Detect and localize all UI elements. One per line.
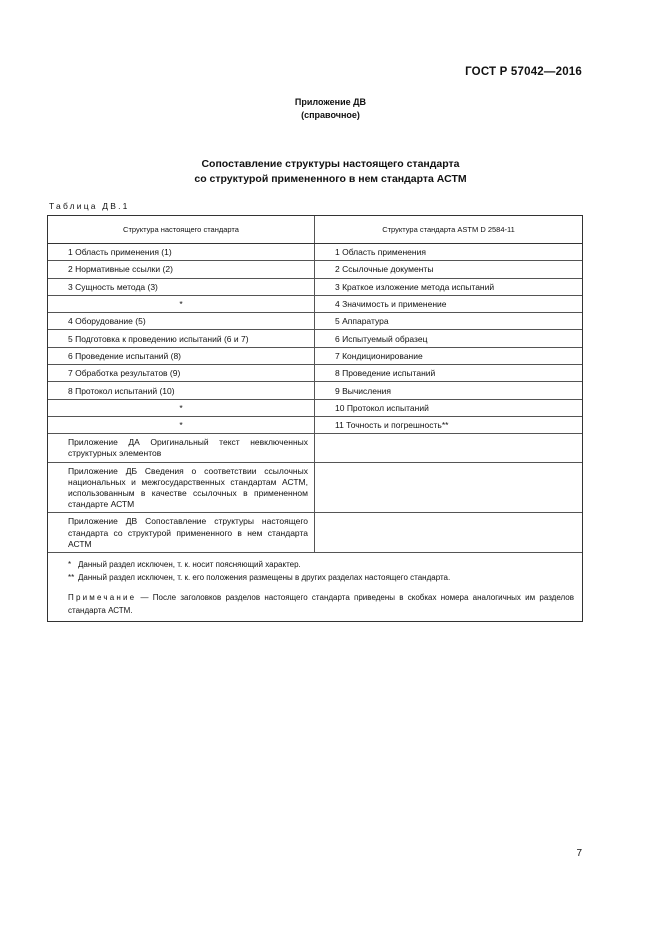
cell-empty [315,434,582,461]
table-row [48,400,582,417]
footnote-text: Данный раздел исключен, т. к. носит поясняющий характер. [78,560,301,570]
footnote-1 [68,559,574,572]
cell-this-standard: * [48,400,315,416]
table-row [48,365,582,382]
cell-astm-standard: 11 Точность и погрешность** [335,420,449,431]
cell-this-standard: 2 Нормативные ссылки (2) [48,261,315,277]
table-row [48,348,582,365]
table-row [48,261,582,278]
cell-empty [315,513,582,552]
cell-this-standard: 7 Обработка результатов (9) [48,365,315,381]
cell-this-standard: * [48,296,315,312]
cell-appendix: Приложение ДБ Сведения о соответствии ссылочных национальных и межгосударственных стандартам АСТМ, использованным в качестве ссылочных в примененном стандарте АСТМ [48,463,315,513]
table-row [48,244,582,261]
footnote-mark: * [68,560,72,570]
cell-astm-standard: 1 Область применения [335,247,426,258]
table-row [48,296,582,313]
table-row [48,313,582,330]
cell-astm-standard: 7 Кондиционирование [335,350,423,361]
table-notes [48,553,582,621]
comparison-table [47,215,583,622]
cell-astm-standard: 10 Протокол испытаний [335,402,429,413]
page-title-line1: Сопоставление структуры настоящего стандарта [201,158,460,170]
document-id: ГОСТ Р 57042—2016 [465,66,582,78]
table-header-row [48,216,582,244]
cell-this-standard: 4 Оборудование (5) [48,313,315,329]
appendix-row [48,463,582,514]
footnote-text: Данный раздел исключен, т. к. его положения размещены в других разделах настоящего стандарта. [78,572,451,582]
note-label: Примечание [68,593,137,603]
cell-this-standard: 1 Область применения (1) [48,244,315,260]
cell-this-standard: 3 Сущность метода (3) [48,279,315,295]
page-title [0,157,661,187]
header-astm-standard: Структура стандарта ASTM D 2584-11 [382,225,515,234]
cell-this-standard: 5 Подготовка к проведению испытаний (6 и 7) [48,330,315,346]
page-title-line2: со структурой примененного в нем стандарта АСТМ [194,173,467,185]
footnote-mark: ** [68,572,75,582]
cell-this-standard: 8 Протокол испытаний (10) [48,382,315,398]
header-this-standard: Структура настоящего стандарта [48,216,315,243]
annex-heading [0,96,661,122]
appendix-row [48,513,582,553]
appendix-row [48,434,582,462]
cell-empty [315,463,582,513]
cell-astm-standard: 2 Ссылочные документы [335,264,434,275]
cell-this-standard: 6 Проведение испытаний (8) [48,348,315,364]
table-row [48,330,582,347]
table-row [48,382,582,399]
note-text: — После заголовков разделов настоящего стандарта приведены в скобках номера аналогичных им разделов стандарта АСТМ. [68,593,574,615]
cell-appendix: Приложение ДВ Сопоставление структуры настоящего стандарта со структурой примененного в нем стандарта АСТМ [48,513,315,552]
table-label: Таблица ДВ.1 [49,201,130,211]
table-row [48,279,582,296]
cell-astm-standard: 9 Вычисления [335,385,392,396]
cell-astm-standard: 5 Аппаратура [335,316,389,327]
annex-type: (справочное) [301,110,360,120]
annex-title: Приложение ДВ [294,97,367,107]
table-note [68,592,574,617]
cell-astm-standard: 3 Краткое изложение метода испытаний [335,281,495,292]
cell-this-standard: * [48,417,315,433]
page-number: 7 [576,848,582,859]
table-row [48,417,582,434]
cell-astm-standard: 4 Значимость и применение [335,299,447,310]
cell-astm-standard: 8 Проведение испытаний [335,368,436,379]
cell-astm-standard: 6 Испытуемый образец [335,333,428,344]
cell-appendix: Приложение ДА Оригинальный текст невключенных структурных элементов [48,434,315,461]
footnote-2 [68,572,574,585]
